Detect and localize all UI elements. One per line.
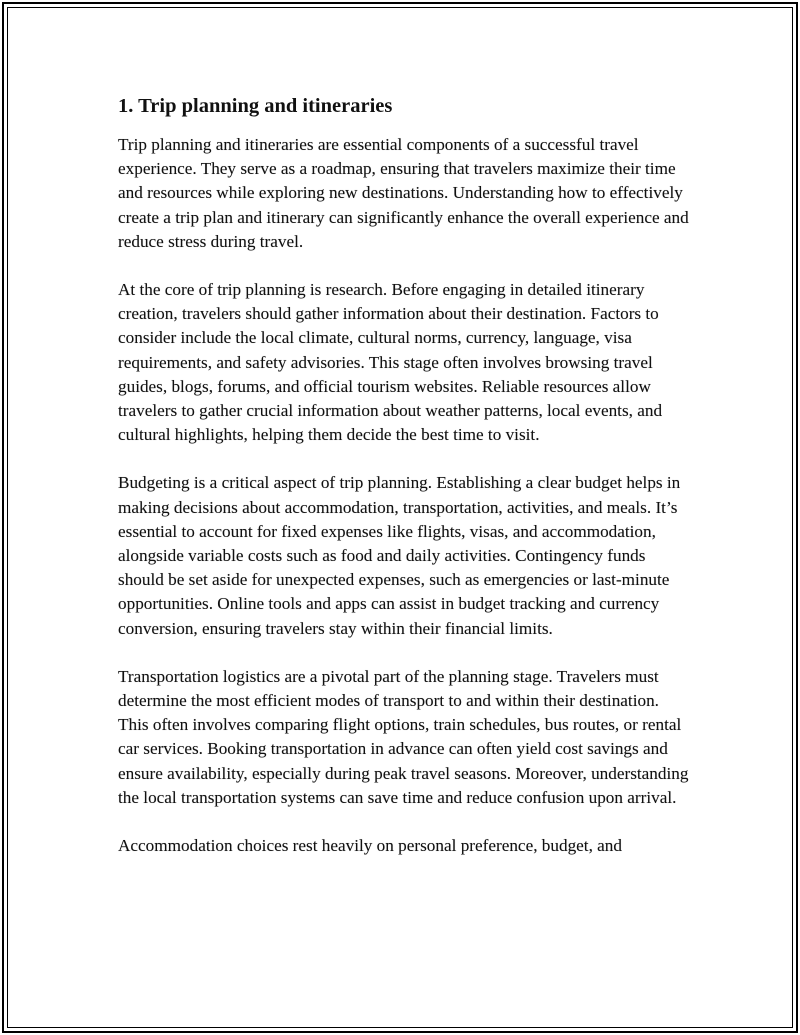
paragraph-intro: Trip planning and itineraries are essential components of a successful travel experience. They serve as a roadmap, ensuring that travelers maximize their time and resources while exploring new destinations. Understanding how to effectively create a trip plan and itinerary can significantly enhance the overall experience and reduce stress during travel. bbox=[118, 135, 689, 251]
paragraph-transportation: Transportation logistics are a pivotal part of the planning stage. Travelers must determine the most efficient modes of transport to and within their destination. This often involves comparing flight options, train schedules, bus routes, or rental car services. Booking transportation in advance can often yield cost savings and ensure availability, especially during peak travel seasons. Moreover, understanding the local transportation systems can save time and reduce confusion upon arrival. bbox=[118, 666, 689, 807]
paragraph-budgeting: Budgeting is a critical aspect of trip planning. Establishing a clear budget helps in making decisions about accommodation, transportation, activities, and meals. It’s essential to account for fixed expenses like flights, visas, and accommodation, alongside variable costs such as food and daily activities. Contingency funds should be set aside for unexpected expenses, such as emergencies or last-minute opportunities. Online tools and apps can assist in budget tracking and currency conversion, ensuring travelers stay within their financial limits. bbox=[118, 473, 681, 638]
paragraph-research: At the core of trip planning is research. Before engaging in detailed itinerary creation, travelers should gather information about their destination. Factors to consider include the local climate, cultural norms, currency, language, visa requirements, and safety advisories. This stage often involves browsing travel guides, blogs, forums, and official tourism websites. Reliable resources allow travelers to gather crucial information about weather patterns, local events, and cultural highlights, helping them decide the best time to visit. bbox=[118, 280, 663, 445]
paragraph-accommodation: Accommodation choices rest heavily on personal preference, budget, and bbox=[118, 836, 622, 856]
document-body bbox=[118, 93, 690, 882]
section-heading: 1. Trip planning and itineraries bbox=[118, 95, 393, 117]
